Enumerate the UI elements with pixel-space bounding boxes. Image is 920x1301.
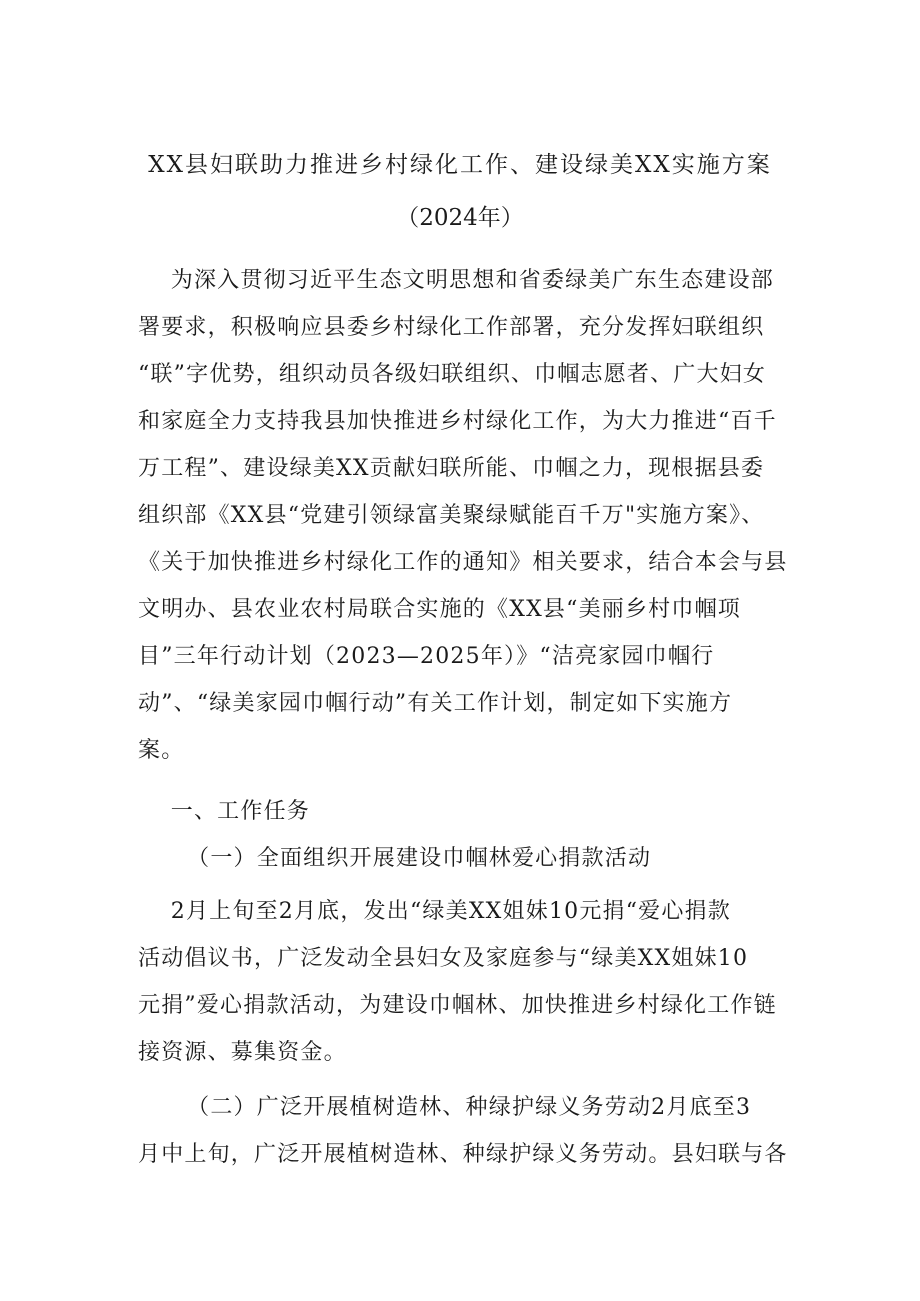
paragraph-line: 接资源、募集资金。 — [138, 1040, 347, 1065]
paragraph-line: 月中上旬，广泛开展植树造林、种绿护绿义务劳动。县妇联与各 — [138, 1142, 788, 1167]
paragraph-line: 案。 — [138, 738, 185, 763]
paragraph-line: 和家庭全力支持我县加快推进乡村绿化工作，为大力推进“百千 — [138, 409, 777, 434]
paragraph-line: 活动倡议书，广泛发动全县妇女及家庭参与“绿美XX姐妹10 — [138, 946, 749, 971]
paragraph-line: 动”、“绿美家园巾帼行动”有关工作计划，制定如下实施方 — [138, 691, 733, 716]
paragraph-line: 文明办、县农业农村局联合实施的《XX县“美丽乡村巾帼项 — [138, 597, 741, 622]
document-title: XX县妇联助力推进乡村绿化工作、建设绿美XX实施方案 — [148, 152, 772, 178]
paragraph-line: “联”字优势，组织动员各级妇联组织、巾帼志愿者、广大妇女 — [138, 362, 767, 387]
paragraph-line: 为深入贯彻习近平生态文明思想和省委绿美广东生态建设部 — [138, 268, 774, 293]
paragraph-line: 万工程”、建设绿美XX贡献妇联所能、巾帼之力，现根据县委 — [138, 456, 765, 481]
paragraph-line: 组织部《XX县“党建引领绿富美聚绿赋能百千万"实施方案》、 — [138, 503, 765, 528]
section-heading: 一、工作任务 — [138, 799, 310, 824]
subsection-heading: （一）全面组织开展建设巾帼林爱心捐款活动 — [138, 846, 652, 871]
paragraph-line: 元捐”爱心捐款活动，为建设巾帼林、加快推进乡村绿化工作链 — [138, 993, 777, 1018]
document-year: （2024年） — [396, 205, 524, 231]
paragraph-line: 署要求，积极响应县委乡村绿化工作部署，充分发挥妇联组织 — [138, 315, 765, 340]
paragraph-line: （二）广泛开展植树造林、种绿护绿义务劳动2月底至3 — [138, 1095, 752, 1120]
paragraph-line: 《关于加快推进乡村绿化工作的通知》相关要求，结合本会与县 — [138, 550, 788, 575]
paragraph-line: 2月上旬至2月底，发出“绿美XX姐妹10元捐“爱心捐款 — [138, 899, 731, 924]
paragraph-line: 目”三年行动计划（2023—2025年）》“洁亮家园巾帼行 — [138, 644, 715, 669]
